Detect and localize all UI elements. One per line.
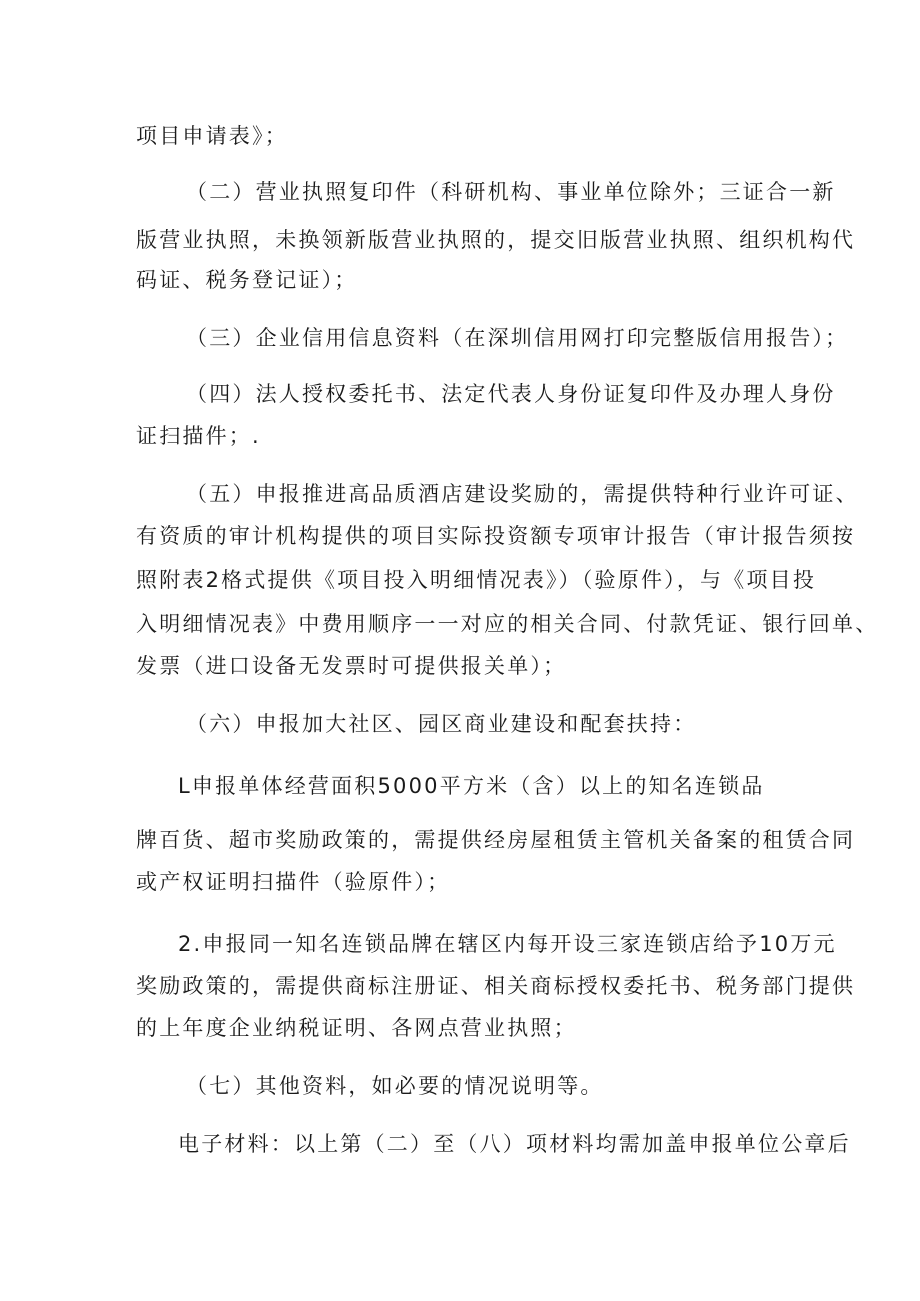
- text-line: （二）营业执照复印件（科研机构、事业单位除外；三证合一新: [186, 180, 836, 204]
- text-line: （六）申报加大社区、园区商业建设和配套扶持：: [186, 712, 697, 736]
- text-line: 的上年度企业纳税证明、各网点营业执照；: [136, 1016, 577, 1040]
- text-line: （五）申报推进高品质酒店建设奖励的，需提供特种行业许可证、: [186, 482, 859, 506]
- text-line: 码证、税务登记证）；: [136, 268, 358, 292]
- text-line: 电子材料：以上第（二）至（八）项材料均需加盖申报单位公章后: [178, 1132, 851, 1156]
- text-line: 项目申请表》；: [136, 124, 288, 148]
- text-line: 入明细情况表》中费用顺序一一对应的相关合同、付款凭证、银行回单、: [136, 612, 879, 636]
- text-line: （三）企业信用信息资料（在深圳信用网打印完整版信用报告）；: [186, 326, 849, 350]
- text-line: 奖励政策的，需提供商标注册证、相关商标授权委托书、税务部门提供: [136, 974, 856, 998]
- text-line: 发票（进口设备无发票时可提供报关单）；: [136, 654, 567, 678]
- text-line: L申报单体经营面积5000平方米（含）以上的知名连锁品: [178, 774, 765, 798]
- text-line: 照附表2格式提供《项目投入明细情况表》）（验原件），与《项目投: [136, 568, 817, 592]
- text-line: （四）法人授权委托书、法定代表人身份证复印件及办理人身份: [186, 382, 836, 406]
- text-line: （七）其他资料，如必要的情况说明等。: [186, 1074, 604, 1098]
- text-line: 牌百货、超市奖励政策的，需提供经房屋租赁主管机关备案的租赁合同: [136, 828, 856, 852]
- text-line: 或产权证明扫描件（验原件）；: [136, 870, 451, 894]
- text-line: 2.申报同一知名连锁品牌在辖区内每开设三家连锁店给予10万元: [178, 932, 837, 956]
- text-line: 证扫描件；.: [136, 424, 261, 448]
- text-line: 版营业执照，未换领新版营业执照的，提交旧版营业执照、组织机构代: [136, 228, 856, 252]
- text-line: 有资质的审计机构提供的项目实际投资额专项审计报告（审计报告须按: [136, 524, 856, 548]
